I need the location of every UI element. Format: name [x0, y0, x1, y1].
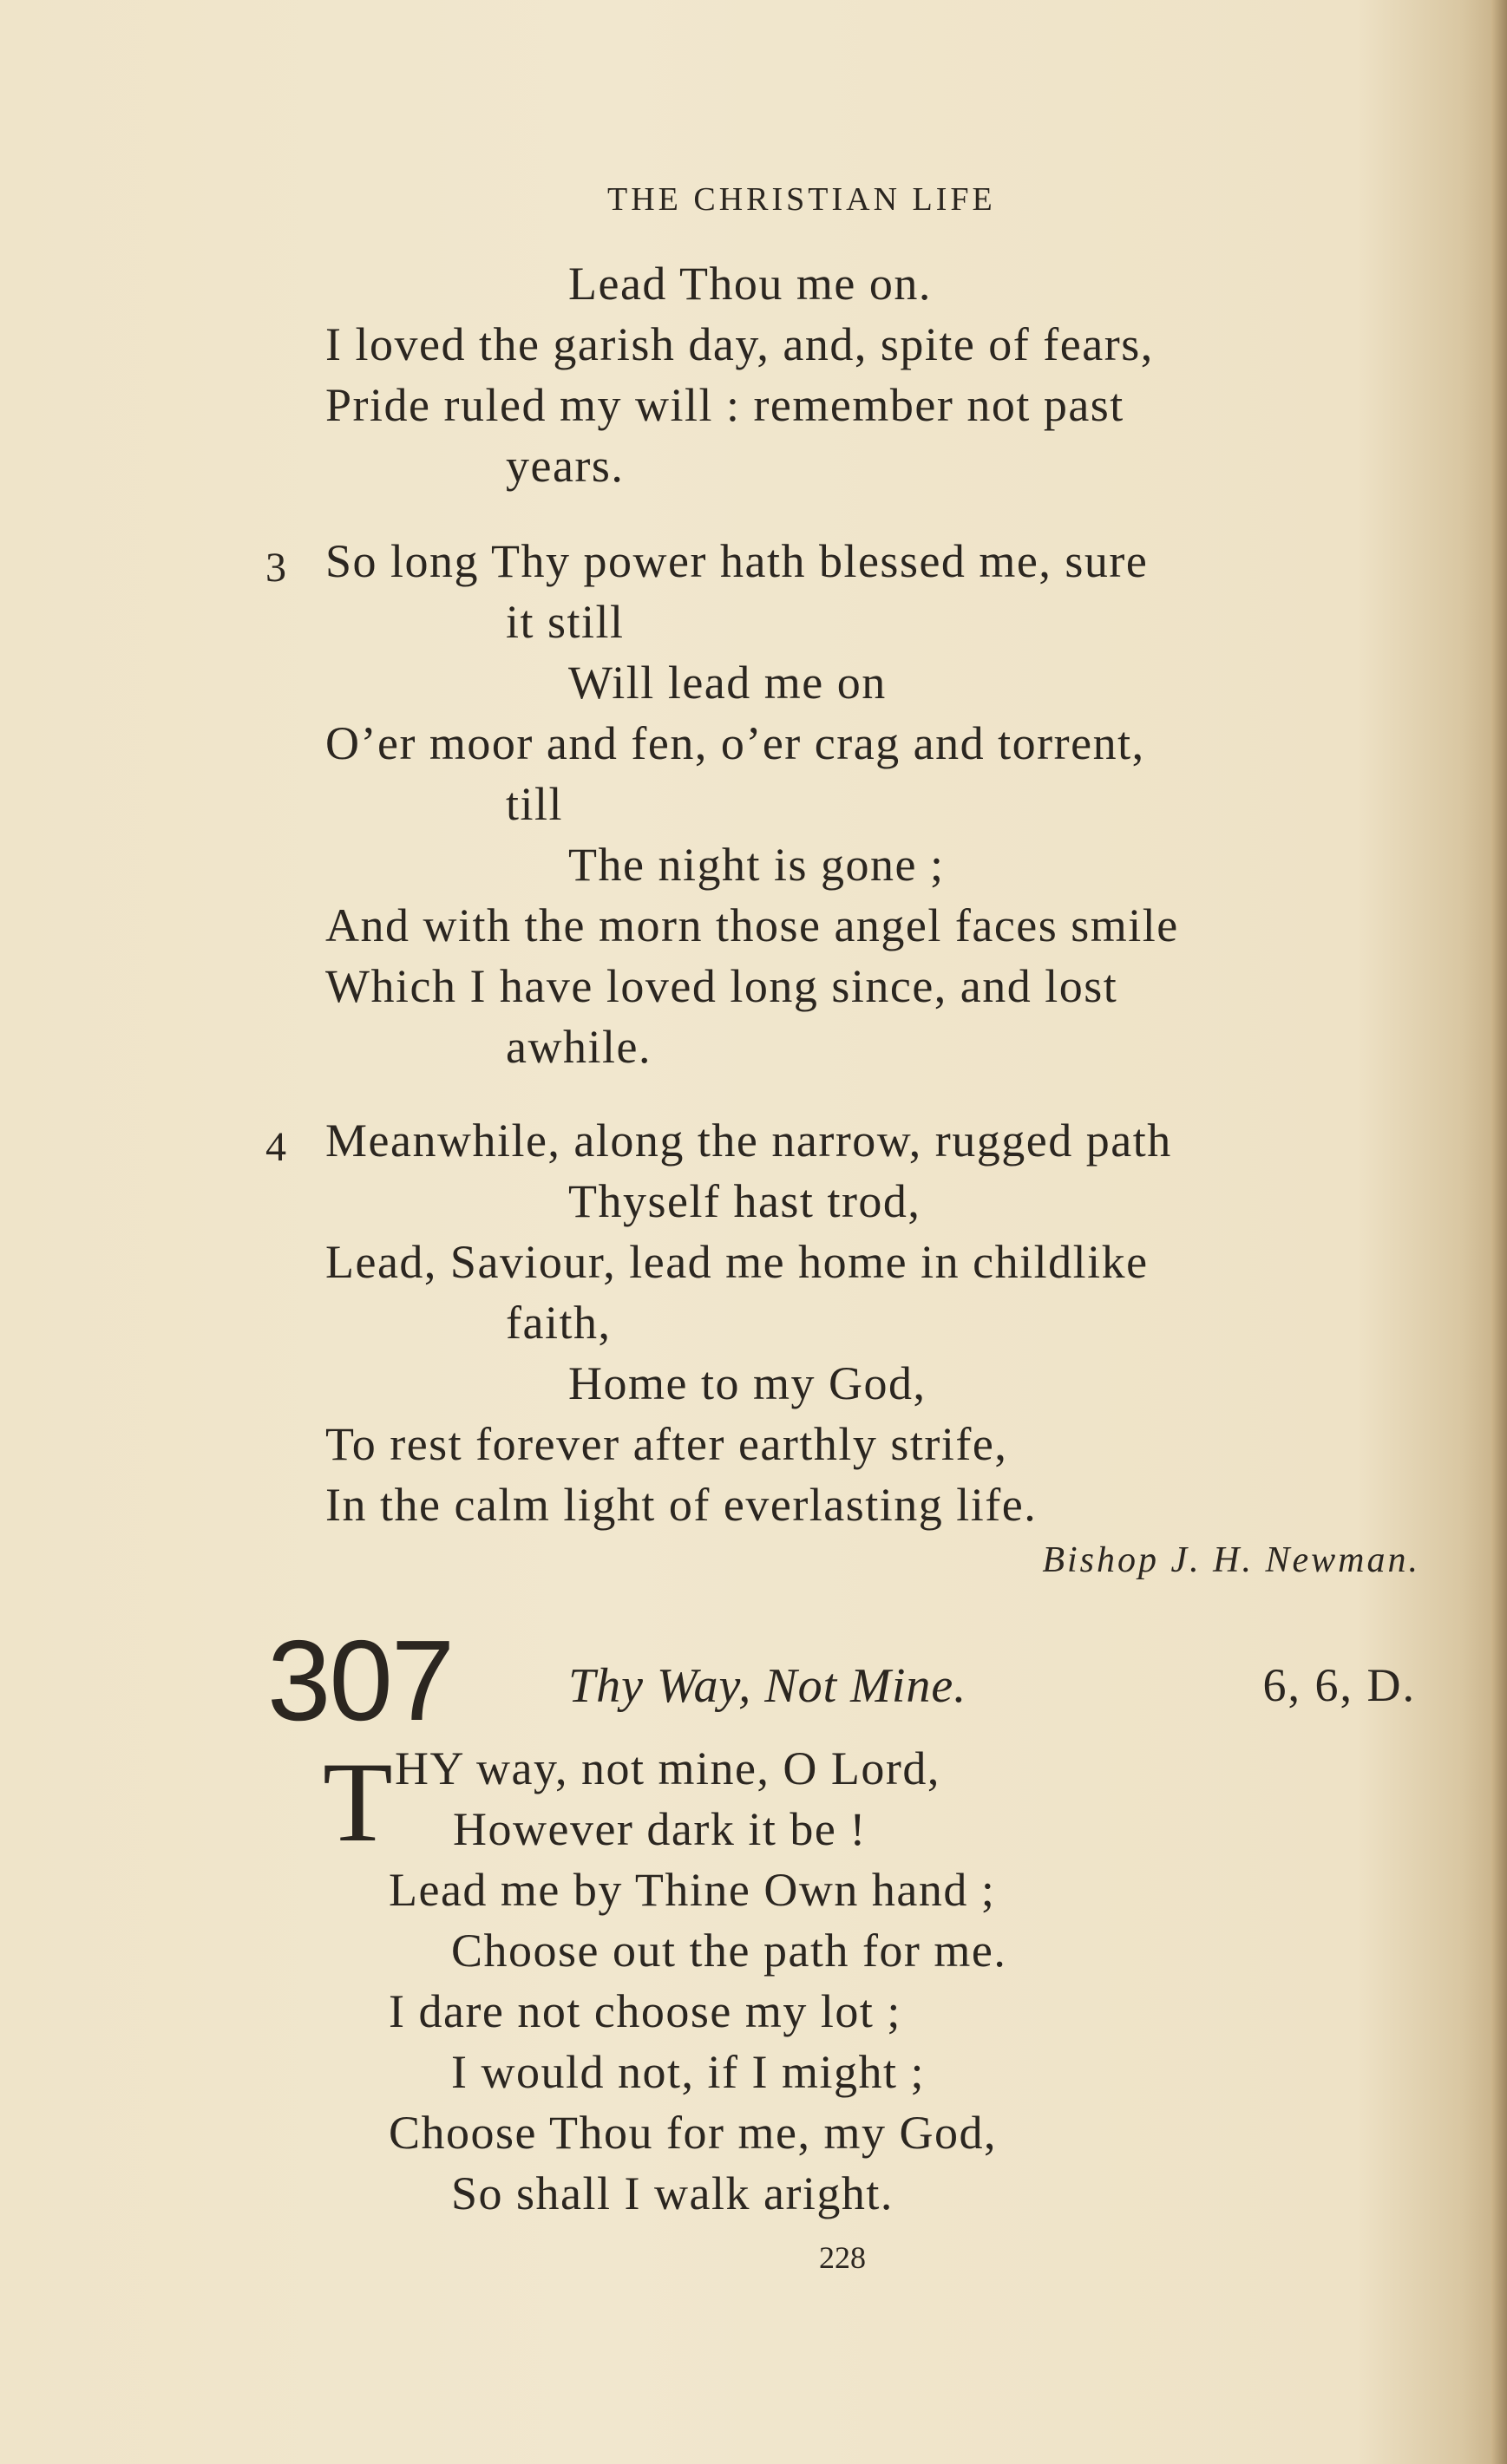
verse-line: To rest forever after earthly strife, — [325, 1418, 1008, 1470]
verse-line: HY way, not mine, O Lord, — [395, 1742, 940, 1794]
verse-line: it still — [506, 596, 625, 648]
verse-line: In the calm light of everlasting life. — [325, 1479, 1038, 1531]
verse-line: Home to my God, — [568, 1357, 927, 1409]
verse-line: Choose out the path for me. — [451, 1925, 1007, 1977]
hymn-number: 307 — [267, 1617, 454, 1744]
verse-line: The night is gone ; — [568, 839, 945, 891]
verse-line: Pride ruled my will : remember not past — [325, 379, 1124, 431]
verse-line: Will lead me on — [568, 657, 887, 709]
verse-line: Lead me by Thine Own hand ; — [389, 1864, 996, 1916]
verse-line: Meanwhile, along the narrow, rugged path — [325, 1114, 1172, 1167]
verse-line: Lead Thou me on. — [568, 258, 932, 310]
verse-line: faith, — [506, 1297, 612, 1349]
verse-number: 4 — [265, 1124, 286, 1170]
verse-number: 3 — [265, 545, 286, 591]
verse-line: awhile. — [506, 1021, 652, 1073]
verse-line: O’er moor and fen, o’er crag and torrent, — [325, 717, 1145, 769]
author-attribution: Bishop J. H. Newman. — [1042, 1540, 1420, 1580]
verse-line: However dark it be ! — [453, 1803, 867, 1855]
verse-line: Choose Thou for me, my God, — [389, 2107, 997, 2159]
hymn-title: Thy Way, Not Mine. — [568, 1659, 967, 1713]
verse-line: So long Thy power hath blessed me, sure — [325, 535, 1149, 587]
verse-line: And with the morn those angel faces smile — [325, 899, 1179, 951]
hymn-meter: 6, 6, D. — [1262, 1659, 1416, 1711]
drop-cap: T — [323, 1738, 393, 1866]
running-header: THE CHRISTIAN LIFE — [607, 181, 996, 218]
verse-line: years. — [506, 440, 625, 492]
page-edge-shadow — [1491, 0, 1507, 2464]
page-number: 228 — [819, 2240, 866, 2275]
verse-line: I dare not choose my lot ; — [389, 1985, 901, 2037]
verse-line: Which I have loved long since, and lost — [325, 960, 1118, 1012]
verse-line: Lead, Saviour, lead me home in childlike — [325, 1236, 1149, 1288]
verse-line: till — [506, 778, 564, 830]
verse-line: So shall I walk aright. — [451, 2167, 894, 2219]
verse-line: Thyself hast trod, — [568, 1175, 921, 1227]
verse-line: I loved the garish day, and, spite of fears, — [325, 318, 1154, 370]
verse-line: I would not, if I might ; — [451, 2046, 925, 2098]
